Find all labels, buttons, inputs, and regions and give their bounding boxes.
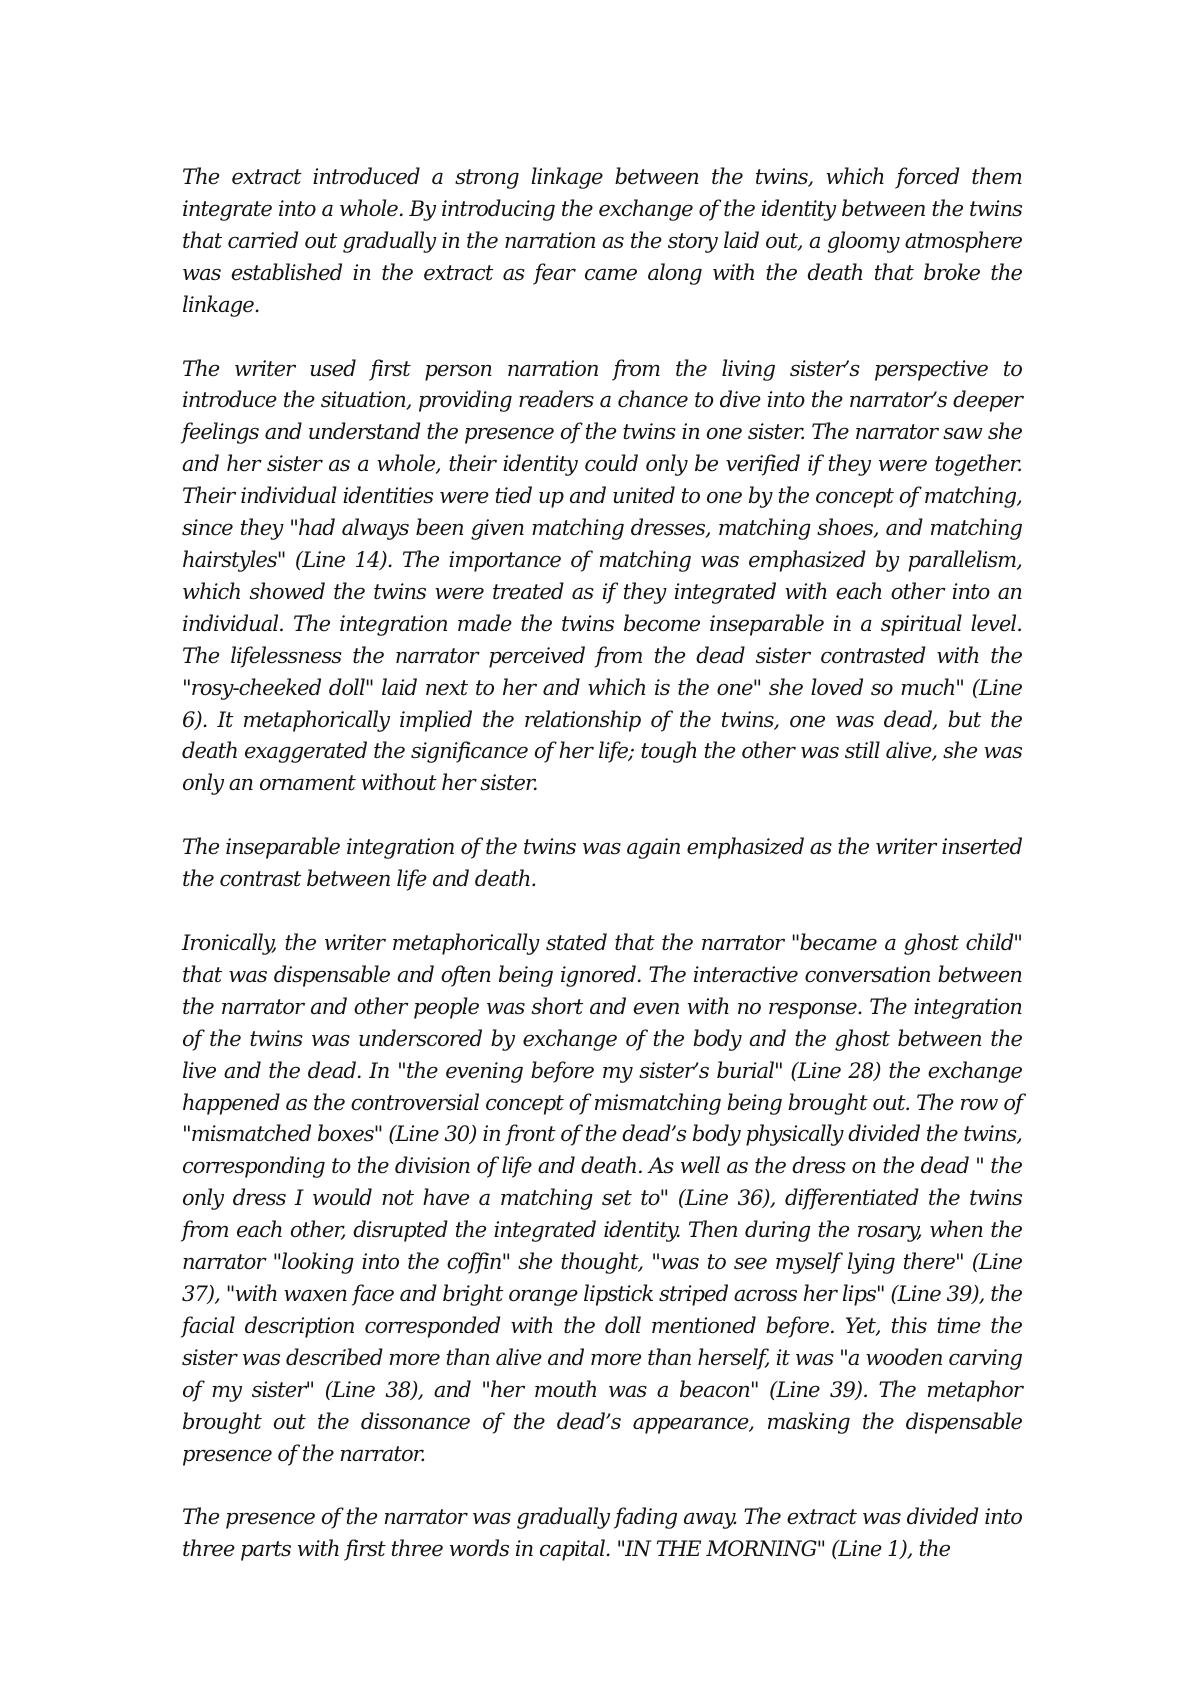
paragraph-1: The extract introduced a strong linkage between the twins, which forced them integrate into a whole. By introducing the exchange of the identity between the twins that carried out gradually in the narration as the story laid out, a gloomy atmosphere was established in the extract as fear came along with the death that broke the linkage. <box>182 165 1022 317</box>
paragraph-4: Ironically, the writer metaphorically stated that the narrator "became a ghost child" that was dispensable and often being ignored. The interactive conversation between the narrator and other people was short and even with no response. The integration of the twins was underscored by exchange of the body and the ghost between the live and the dead. In "the evening before my sister’s burial" (Line 28) the exchange happened as the controversial concept of mismatching being brought out. The row of "mismatched boxes" (Line 30) in front of the dead’s body physically divided the twins, corresponding to the division of life and death. As well as the dress on the dead " the only dress I would not have a matching set to" (Line 36), differentiated the twins from each other, disrupted the integrated identity. Then during the rosary, when the narrator "looking into the coffin" she thought, "was to see myself lying there" (Line 37), "with waxen face and bright orange lipstick striped across her lips" (Line 39), the facial description corresponded with the doll mentioned before. Yet, this time the sister was described more than alive and more than herself, it was "a wooden carving of my sister" (Line 38), and "her mouth was a beacon" (Line 39). The metaphor brought out the dissonance of the dead’s appearance, masking the dispensable presence of the narrator. <box>182 931 1022 1466</box>
document-page <box>182 162 1022 1598</box>
paragraph-2: The writer used first person narration from the living sister’s perspective to introduce the situation, providing readers a chance to dive into the narrator’s deeper feelings and understand the presence of the twins in one sister. The narrator saw she and her sister as a whole, their identity could only be verified if they were together. Their individual identities were tied up and united to one by the concept of matching, since they "had always been given matching dresses, matching shoes, and matching hairstyles" (Line 14). The importance of matching was emphasized by parallelism, which showed the twins were treated as if they integrated with each other into an individual. The integration made the twins become inseparable in a spiritual level. The lifelessness the narrator perceived from the dead sister contrasted with the "rosy-cheeked doll" laid next to her and which is the one" she loved so much" (Line 6). It metaphorically implied the relationship of the twins, one was dead, but the death exaggerated the significance of her life; tough the other was still alive, she was only an ornament without her sister. <box>182 356 1022 796</box>
paragraph-5: The presence of the narrator was gradually fading away. The extract was divided into three parts with first three words in capital. "IN THE MORNING" (Line 1), the <box>182 1505 1022 1562</box>
paragraph-3: The inseparable integration of the twins was again emphasized as the writer inserted the contrast between life and death. <box>182 835 1022 892</box>
